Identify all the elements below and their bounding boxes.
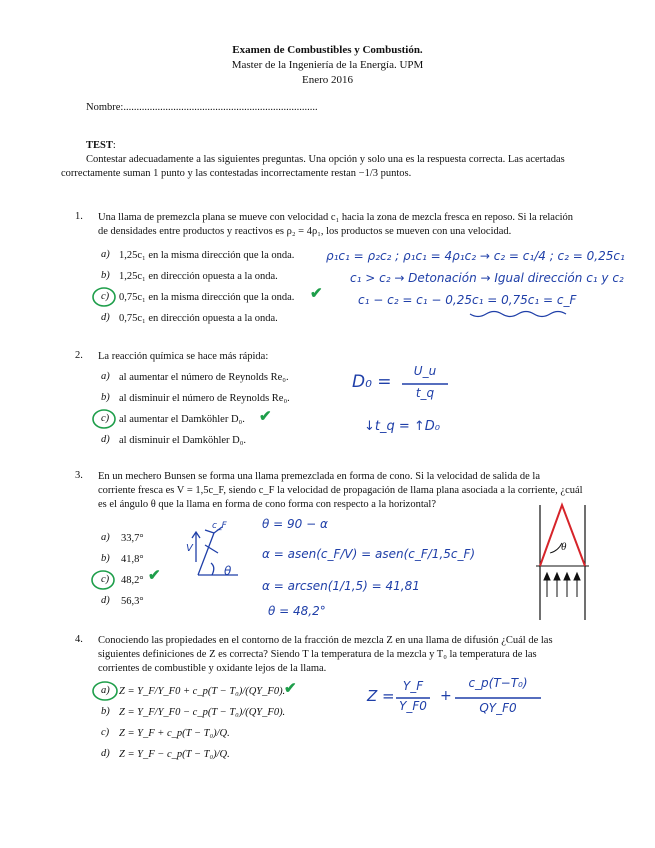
q3-answer-circle [92,571,114,589]
q3-option-d-letter[interactable]: d) [101,595,110,606]
q2-option-d-letter[interactable]: d) [101,434,110,445]
q3-option-a-letter[interactable]: a) [101,532,110,543]
q1-option-c-letter[interactable]: c) [101,291,110,302]
q4-note-plus: + [440,688,452,704]
q3-option-c-text: 48,2° [121,575,144,586]
q3-check-mark-icon: ✔ [148,568,161,584]
q2-check-mark-icon: ✔ [259,409,272,425]
q4-note-cp: c_p(T−T₀) [468,676,528,690]
q1-option-d-letter[interactable]: d) [101,312,110,323]
q4-option-c-text: Z = Y_F + c_p(T − T₀)/Q. [119,728,230,739]
q4-option-d-letter[interactable]: d) [101,748,110,759]
q4-check-mark-icon: ✔ [284,681,297,697]
q3-note-1: θ = 90 − α [262,517,328,531]
q2-number: 2. [75,350,83,361]
q4-number: 4. [75,634,83,645]
q3-option-a-text: 33,7° [121,533,144,544]
q4-option-a-text: Z = Y_F/Y_F0 + c_p(T − T₀)/(QY_F0). [119,686,286,697]
q1-option-a-letter[interactable]: a) [101,249,110,260]
exam-subtitle: Master de la Ingeniería de la Energía. UPM [231,59,424,71]
q3-option-c-letter[interactable]: c) [101,574,110,585]
q4-option-a-letter[interactable]: a) [101,685,110,696]
instructions-line-2: correctamente suman 1 punto y las contestadas incorrectamente restan −1/3 puntos. [61,168,412,179]
q2-text-line-1: La reacción química se hace más rápida: [98,351,269,362]
q4-option-b-text: Z = Y_F/Y_F0 − c_p(T − T₀)/(QY_F0). [119,707,286,718]
q2-note-2: ↓t_q = ↑D₀ [364,419,441,434]
test-heading: TEST: [86,140,116,151]
q3-text-line-1: En un mechero Bunsen se forma una llama premezclada en forma de cono. Si la velocidad de salida de la [98,471,540,482]
q2-option-a-letter[interactable]: a) [101,371,110,382]
q1-number: 1. [75,211,83,222]
q1-option-b-letter[interactable]: b) [101,270,110,281]
q1-answer-circle [93,288,115,306]
q4-text-line-2: siguientes definiciones de Z es correcta? Siendo T la temperatura de la mezcla y T₀ la temperatura de las [98,649,537,660]
q4-text-line-3: corrientes de combustible y oxidante lejos de la llama. [98,663,327,674]
q4-option-b-letter[interactable]: b) [101,706,110,717]
q3-hand-sketch [192,527,238,575]
q2-option-b-letter[interactable]: b) [101,392,110,403]
q1-option-a-text: 1,25c₁ en la misma dirección que la onda. [119,250,295,261]
q2-note-denominator: t_q [415,386,435,400]
q3-option-b-letter[interactable]: b) [101,553,110,564]
q3-text-line-3: es el ángulo θ que la llama en forma de cono forma con respecto a la horizontal? [98,499,436,510]
bunsen-angle-label: θ [561,541,567,553]
name-field[interactable]: Nombre:.......................................................................... [86,102,318,113]
q1-note-1: ρ₁c₁ = ρ₂c₂ ; ρ₁c₁ = 4ρ₁c₂ → c₂ = c₁/4 ; c₂ = 0,25c₁ [326,249,625,263]
q2-option-b-text: al disminuir el número de Reynolds Re₀. [119,393,290,404]
q3-note-3: α = arcsen(1/1,5) = 41,81 [262,579,420,593]
q3-note-2: α = asen(c_F/V) = asen(c_F/1,5c_F) [262,547,476,561]
q1-check-mark-icon: ✔ [310,286,323,302]
q1-text-line-1: Una llama de premezcla plana se mueve con velocidad c₁ hacia la zona de mezcla fresca en reposo. Si la relación [98,212,574,223]
q1-option-d-text: 0,75c₁ en dirección opuesta a la onda. [119,313,278,324]
q3-text-line-2: corriente fresca es V = 1,5c_F, siendo c_F la velocidad de propagación de llama plana asociada a la corriente, ¿cuál [98,485,583,496]
q4-option-c-letter[interactable]: c) [101,727,110,738]
q2-note-damkohler: D₀ = [352,372,392,392]
q4-note-z: Z = [367,687,395,705]
q1-note-3: c₁ − c₂ = c₁ − 0,25c₁ = 0,75c₁ = c_F [358,293,577,307]
q2-option-c-letter[interactable]: c) [101,413,110,424]
q4-note-yf0: Y_F0 [399,699,427,713]
exam-date: Enero 2016 [301,74,353,86]
q3-sketch-theta-label: θ [224,564,232,578]
q2-option-a-text: al aumentar el número de Reynolds Re₀. [119,372,289,383]
q2-option-d-text: al disminuir el Damköhler D₀. [119,435,247,446]
q4-note-yf: Y_F [402,679,424,693]
q3-option-d-text: 56,3° [121,596,144,607]
q1-wavy-underline [470,312,566,317]
q2-option-c-text: al aumentar el Damköhler D₀. [119,414,245,425]
q3-option-b-text: 41,8° [121,554,144,565]
q3-note-4: θ = 48,2° [268,604,326,618]
q4-text-line-1: Conociendo las propiedades en el contorno de la fracción de mezcla Z en una llama de difusión ¿Cuál de las [98,635,553,646]
exam-title: Examen de Combustibles y Combustión. [232,44,423,56]
q3-sketch-v-label: V [186,543,193,554]
q4-note-qyf0: QY_F0 [479,701,517,715]
q2-answer-circle [93,410,115,428]
q2-note-numerator: U_u [413,364,437,378]
q1-option-c-text: 0,75c₁ en la misma dirección que la onda. [119,292,295,303]
bunsen-burner-figure [536,505,589,620]
q4-answer-circle [93,682,117,700]
q1-option-b-text: 1,25c₁ en dirección opuesta a la onda. [119,271,278,282]
q3-number: 3. [75,470,83,481]
q3-sketch-cf-label: c_F [212,521,227,531]
q1-text-line-2: de densidades entre productos y reactivos es ρ₂ = 4ρ₁, los productos se mueven con una velocidad. [98,226,512,237]
q1-note-2: c₁ > c₂ → Detonación → Igual dirección c₁ y c₂ [350,271,624,285]
q4-option-d-text: Z = Y_F − c_p(T − T₀)/Q. [119,749,230,760]
instructions-line-1: Contestar adecuadamente a las siguientes preguntas. Una opción y solo una es la respuesta correcta. Las acertadas [86,154,565,165]
